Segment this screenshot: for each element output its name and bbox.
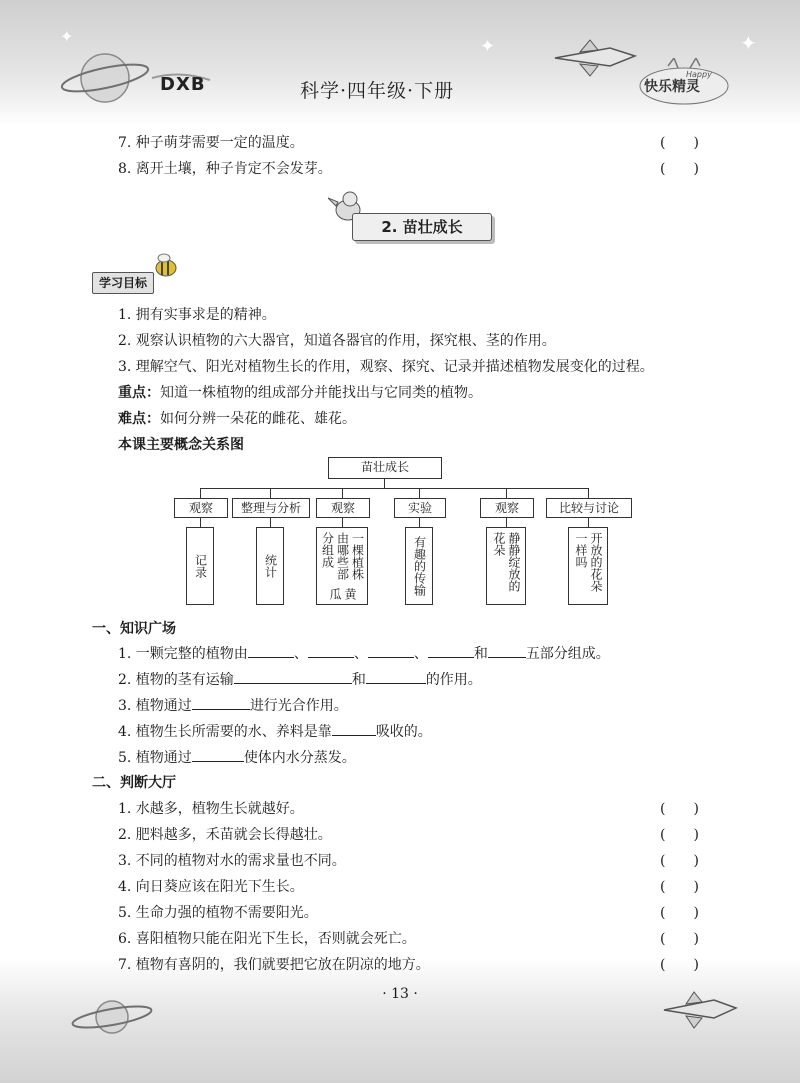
- mascot-logo-text: 快乐精灵: [644, 79, 700, 95]
- book-subject: 科学·四年级·下册: [300, 80, 455, 102]
- q3-tail: 进行光合作用。: [249, 698, 348, 714]
- answer-box-7[interactable]: ( ): [660, 957, 699, 973]
- concept-leaf-column: 一棵植株由哪些部分组成: [320, 532, 365, 580]
- concept-branch-4: 实验: [394, 498, 446, 518]
- separator: 、: [353, 646, 368, 662]
- fill-question-3: [118, 695, 348, 715]
- difficult-point-label: 难点：: [118, 411, 160, 427]
- connector: [342, 517, 343, 527]
- key-point-label: 重点：: [118, 385, 160, 401]
- goal-item-1: 1. 拥有实事求是的精神。: [118, 307, 276, 323]
- connector: [342, 488, 343, 498]
- key-point-text: 知道一株植物的组成部分并能找出与它同类的植物。: [160, 385, 482, 401]
- blank-input[interactable]: [234, 669, 352, 684]
- connector: [588, 488, 589, 498]
- concept-branch-1: 观察: [174, 498, 228, 518]
- connector: [419, 517, 420, 527]
- footer-spaceship-icon: [660, 988, 740, 1032]
- lesson-title: 2. 苗壮成长: [352, 213, 492, 241]
- concept-leaf-column: 黄瓜: [328, 588, 357, 600]
- concept-branch-5: 观察: [480, 498, 534, 518]
- prev-question-8: 8. 离开土壤，种子肯定不会发芽。: [118, 161, 332, 177]
- svg-text:✦: ✦: [480, 36, 496, 57]
- and-text: 和: [473, 646, 488, 662]
- q1-tail: 五部分组成。: [525, 646, 610, 662]
- blank-input[interactable]: [192, 747, 244, 762]
- svg-text:✦: ✦: [60, 27, 74, 46]
- blank-input[interactable]: [332, 721, 376, 736]
- svg-text:✦: ✦: [740, 31, 757, 55]
- concept-branch-2: 整理与分析: [232, 498, 310, 518]
- learning-goals-tag: 学习目标: [92, 272, 154, 294]
- difficult-point-text: 如何分辨一朵花的雌花、雄花。: [160, 411, 356, 427]
- connector: [419, 488, 420, 498]
- key-point: [118, 382, 482, 402]
- section-1-title: 一、知识广场: [92, 621, 176, 637]
- goal-item-2: 2. 观察认识植物的六大器官，知道各器官的作用，探究根、茎的作用。: [118, 333, 556, 349]
- connector: [384, 478, 385, 488]
- footer-planet-icon: [62, 992, 172, 1042]
- section-2-title: 二、判断大厅: [92, 775, 176, 791]
- q2-tail: 的作用。: [425, 672, 482, 688]
- brand-logo: DXB: [160, 74, 206, 95]
- and-text: 和: [351, 672, 366, 688]
- q5-tail: 使体内水分蒸发。: [243, 750, 356, 766]
- blank-input[interactable]: [308, 643, 354, 658]
- q2-text: 2. 植物的茎有运输: [118, 672, 234, 688]
- answer-box-prev-8[interactable]: ( ): [660, 161, 699, 177]
- mascot-logo-small-text: Happy: [686, 70, 712, 79]
- judge-question-1: 1. 水越多，植物生长就越好。: [118, 801, 304, 817]
- blank-input[interactable]: [368, 643, 414, 658]
- judge-question-2: 2. 肥料越多，禾苗就会长得越壮。: [118, 827, 332, 843]
- fill-question-5: [118, 747, 356, 767]
- mascot-logo: [638, 58, 730, 108]
- concept-root: 苗壮成长: [328, 457, 442, 479]
- q4-text: 4. 植物生长所需要的水、养料是靠: [118, 724, 332, 740]
- fill-question-1: [118, 643, 610, 663]
- answer-box-3[interactable]: ( ): [660, 853, 699, 869]
- fill-question-4: [118, 721, 432, 741]
- bee-icon: [150, 252, 184, 280]
- spaceship-icon: [550, 38, 640, 78]
- concept-leaf-1: 记录: [186, 527, 214, 605]
- concept-map-title: 本课主要概念关系图: [118, 437, 244, 453]
- separator: 、: [293, 646, 308, 662]
- difficult-point: [118, 408, 356, 428]
- blank-input[interactable]: [248, 643, 294, 658]
- judge-question-6: 6. 喜阳植物只能在阳光下生长，否则就会死亡。: [118, 931, 416, 947]
- concept-branch-3: 观察: [316, 498, 370, 518]
- page-number: · 13 ·: [382, 986, 418, 1002]
- answer-box-2[interactable]: ( ): [660, 827, 699, 843]
- judge-question-5: 5. 生命力强的植物不需要阳光。: [118, 905, 318, 921]
- concept-leaf-6: 开放的花朵一样吗: [568, 527, 608, 605]
- connector: [270, 517, 271, 527]
- blank-input[interactable]: [192, 695, 250, 710]
- connector: [588, 517, 589, 527]
- q1-text: 1. 一颗完整的植物由: [118, 646, 248, 662]
- connector: [200, 488, 588, 489]
- blank-input[interactable]: [366, 669, 426, 684]
- judge-question-3: 3. 不同的植物对水的需求量也不同。: [118, 853, 346, 869]
- judge-question-7: 7. 植物有喜阴的，我们就要把它放在阴凉的地方。: [118, 957, 430, 973]
- answer-box-prev-7[interactable]: ( ): [660, 135, 699, 151]
- connector: [200, 517, 201, 527]
- fill-question-2: [118, 669, 482, 689]
- goal-item-3: 3. 理解空气、阳光对植物生长的作用，观察、探究、记录并描述植物发展变化的过程。: [118, 359, 654, 375]
- answer-box-5[interactable]: ( ): [660, 905, 699, 921]
- answer-box-6[interactable]: ( ): [660, 931, 699, 947]
- answer-box-1[interactable]: ( ): [660, 801, 699, 817]
- q4-tail: 吸收的。: [375, 724, 432, 740]
- blank-input[interactable]: [428, 643, 474, 658]
- concept-leaf-2: 统计: [256, 527, 284, 605]
- q5-text: 5. 植物通过: [118, 750, 192, 766]
- answer-box-4[interactable]: ( ): [660, 879, 699, 895]
- concept-leaf-4: 有趣的传输: [405, 527, 433, 605]
- separator: 、: [413, 646, 428, 662]
- blank-input[interactable]: [488, 643, 526, 658]
- concept-leaf-3: [316, 527, 368, 605]
- connector: [506, 517, 507, 527]
- judge-question-4: 4. 向日葵应该在阳光下生长。: [118, 879, 304, 895]
- concept-branch-6: 比较与讨论: [546, 498, 632, 518]
- connector: [200, 488, 201, 498]
- q3-text: 3. 植物通过: [118, 698, 192, 714]
- connector: [270, 488, 271, 498]
- connector: [506, 488, 507, 498]
- concept-leaf-5: 静静绽放的花朵: [486, 527, 526, 605]
- prev-question-7: 7. 种子萌芽需要一定的温度。: [118, 135, 304, 151]
